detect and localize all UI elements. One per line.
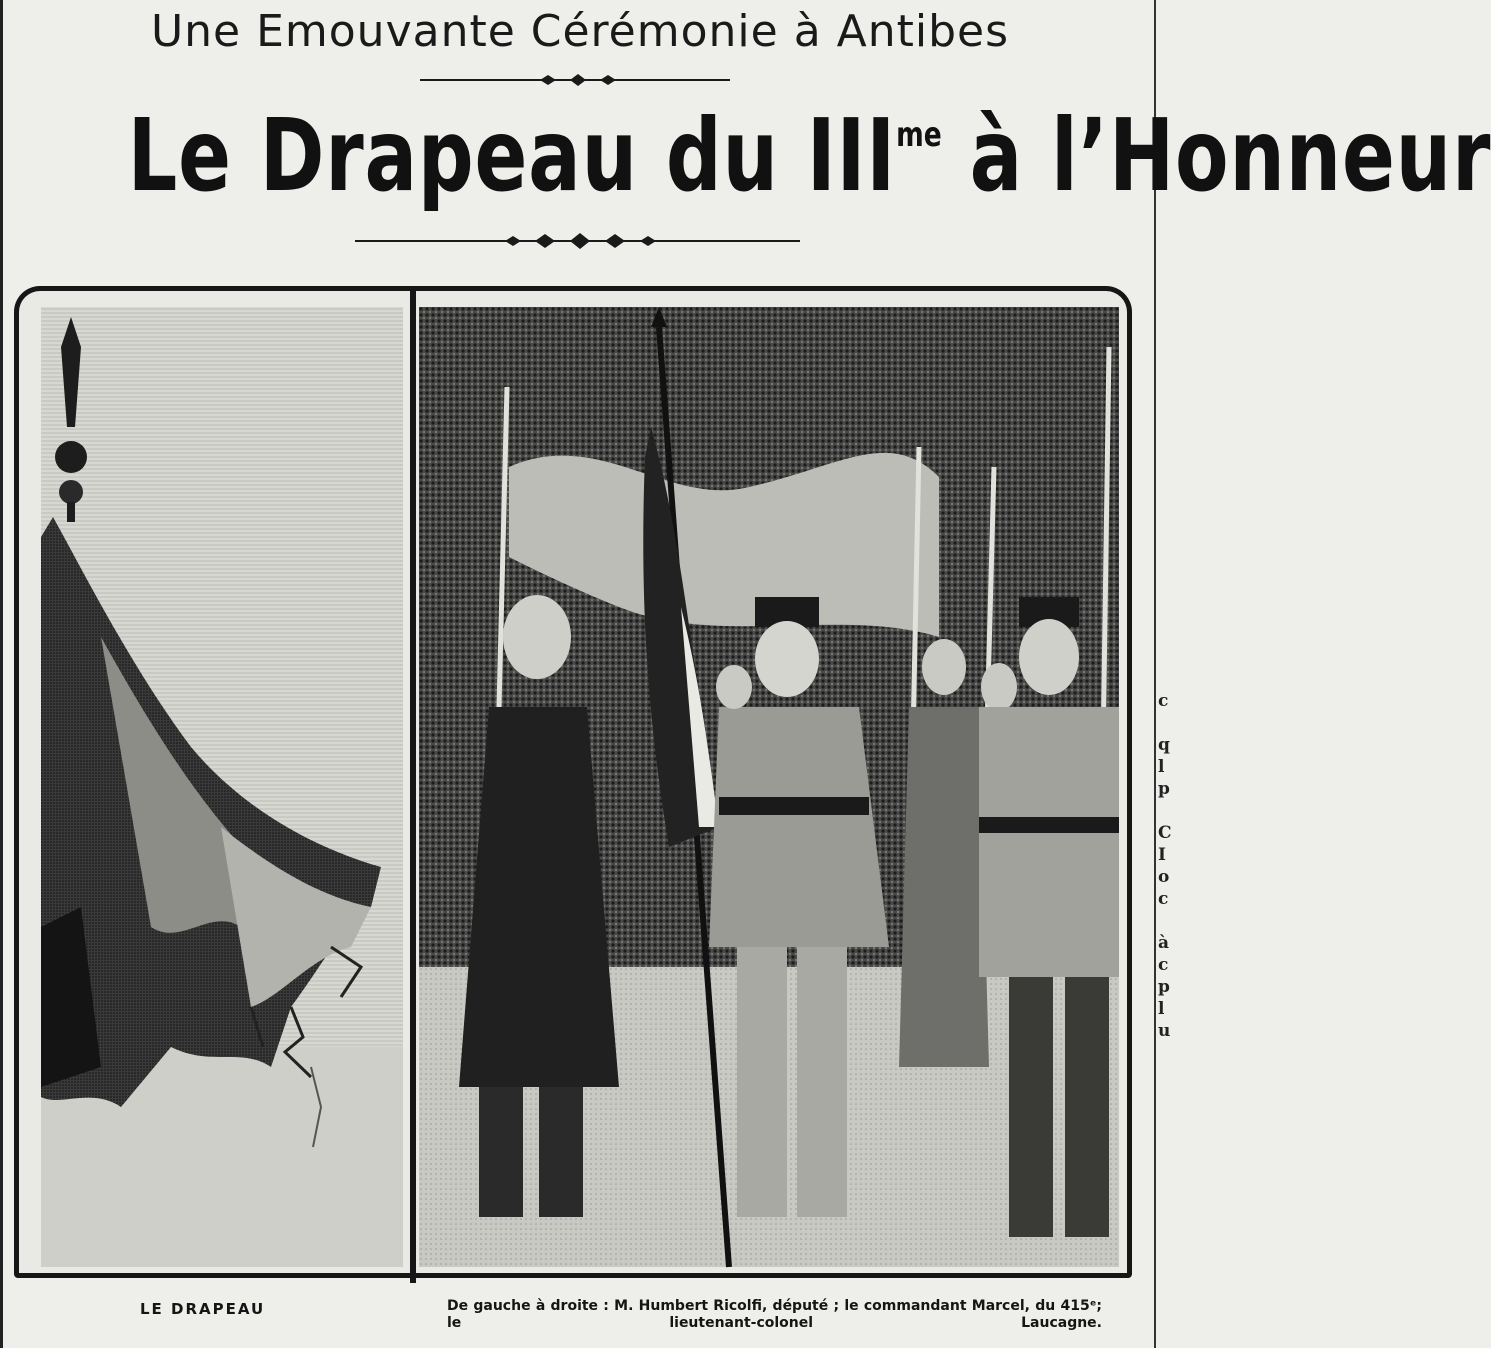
- photo-frame: [14, 286, 1132, 1278]
- headline-superscript: me: [896, 115, 942, 155]
- headline-text-end: à l’Honneur: [941, 97, 1491, 214]
- group-illustration: [419, 307, 1119, 1267]
- adjacent-column-fragment: c q l p C I o c à c p l u: [1158, 691, 1172, 1041]
- photo-divider: [410, 291, 416, 1283]
- ornament-rule-top: [420, 70, 730, 90]
- flag-illustration: [41, 307, 403, 1267]
- group-photo-caption: De gauche à droite : M. Humbert Ricolfi, député ; le commandant Marcel, du 415ᵉ; le lieutenant-colonel Laucagne.: [447, 1298, 1102, 1331]
- article-headline: [127, 97, 1491, 214]
- group-photo: [419, 307, 1119, 1267]
- left-column-rule: [0, 0, 3, 1348]
- flag-photo: [41, 307, 403, 1267]
- article-overline: Une Emouvante Cérémonie à Antibes: [150, 6, 1010, 57]
- ornament-rule-bottom: [355, 230, 800, 252]
- flag-photo-caption: LE DRAPEAU: [140, 1300, 266, 1318]
- headline-text-start: Le Drapeau du III: [127, 97, 897, 214]
